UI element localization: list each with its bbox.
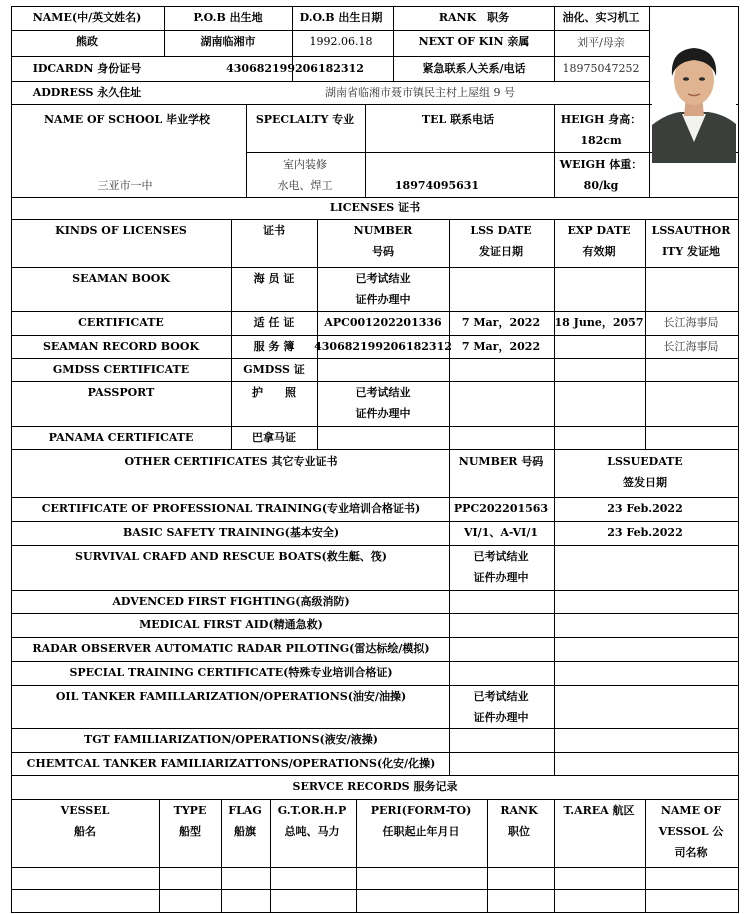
grid-line bbox=[365, 104, 366, 198]
address-value: 湖南省临湘市聂市镇民主村上屋组 9 号 bbox=[325, 86, 515, 99]
licenses-cert-6: 巴拿马证 bbox=[252, 431, 296, 444]
service-header-area: T.AREA 航区 bbox=[563, 804, 635, 817]
licenses-cert-1: 海 员 证 bbox=[253, 272, 295, 285]
licenses-kind-6: PANAMA CERTIFICATE bbox=[48, 431, 194, 444]
emergency-contact-value: 18975047252 bbox=[562, 62, 640, 75]
licenses-kind-3: SEAMAN RECORD BOOK bbox=[42, 340, 200, 353]
licenses-section-title: LICENSES 证书 bbox=[329, 201, 421, 214]
grid-line bbox=[246, 104, 247, 198]
licenses-header-authority-cn: ITY 发证地 bbox=[661, 245, 721, 258]
licenses-header-number-cn: 号码 bbox=[372, 245, 394, 258]
applicant-photo bbox=[652, 30, 736, 163]
height-label: HEIGH 身高： bbox=[560, 113, 642, 126]
grid-line bbox=[554, 219, 555, 450]
next-of-kin-value: 刘平/母亲 bbox=[577, 36, 625, 49]
grid-line bbox=[449, 219, 450, 450]
other-cert-name-6: RADAR OBSERVER AUTOMATIC RADAR PILOTING(雷达标绘/模拟) bbox=[32, 642, 430, 655]
licenses-header-exp-date: EXP DATE bbox=[567, 224, 631, 237]
other-cert-number-8: 已考试结业 bbox=[473, 690, 529, 703]
specialty-value-1: 室内装修 bbox=[283, 158, 327, 171]
tel-value: 18974095631 bbox=[394, 179, 480, 192]
licenses-lss-date-3: 7 Mar，2022 bbox=[461, 340, 541, 353]
service-header-type: TYPE bbox=[173, 804, 207, 817]
grid-line bbox=[393, 6, 394, 57]
service-header-type-cn: 船型 bbox=[179, 825, 201, 838]
grid-line bbox=[11, 6, 12, 913]
grid-line bbox=[11, 613, 739, 614]
tel-label: TEL 联系电话 bbox=[421, 113, 495, 126]
licenses-exp-date-2: 18 June，2057 bbox=[554, 316, 644, 329]
other-cert-header-date: LSSUEDATE bbox=[607, 455, 683, 468]
licenses-number-line2-1: 证件办理中 bbox=[355, 293, 411, 306]
service-header-company: NAME OF bbox=[660, 804, 722, 817]
other-cert-header-number: NUMBER 号码 bbox=[458, 455, 544, 468]
licenses-number-5: 已考试结业 bbox=[355, 386, 411, 399]
other-cert-name-3: SURVIVAL CRAFD AND RESCUE BOATS(救生艇、筏) bbox=[75, 550, 387, 563]
grid-line bbox=[11, 889, 739, 890]
grid-line bbox=[645, 799, 646, 913]
other-cert-number-line2-8: 证件办理中 bbox=[473, 711, 529, 724]
rank-value: 油化、实习机工 bbox=[562, 11, 640, 24]
dob-value: 1992.06.18 bbox=[309, 35, 373, 48]
service-header-company-3: 司名称 bbox=[674, 846, 708, 859]
grid-line bbox=[738, 6, 739, 913]
licenses-number-line2-5: 证件办理中 bbox=[355, 407, 411, 420]
other-cert-number-2: VI/1、A-VI/1 bbox=[463, 526, 539, 539]
grid-line bbox=[554, 799, 555, 913]
grid-line bbox=[449, 449, 450, 776]
grid-line bbox=[393, 56, 394, 82]
licenses-number-3: 430682199206182312 bbox=[314, 340, 452, 353]
grid-line bbox=[356, 799, 357, 913]
service-records-title: SERVCE RECORDS 服务记录 bbox=[292, 780, 458, 793]
licenses-kind-4: GMDSS CERTIFICATE bbox=[52, 363, 190, 376]
service-header-period: PERI(FORM-TO) bbox=[370, 804, 472, 817]
licenses-header-authority: LSSAUTHOR bbox=[651, 224, 731, 237]
grid-line bbox=[649, 6, 650, 198]
licenses-header-number: NUMBER bbox=[353, 224, 413, 237]
grid-line bbox=[554, 449, 555, 776]
grid-line bbox=[11, 449, 739, 450]
emergency-contact-label: 紧急联系人关系/电话 bbox=[422, 62, 526, 75]
licenses-kind-2: CERTIFICATE bbox=[78, 316, 164, 329]
next-of-kin-label: NEXT OF KIN 亲属 bbox=[418, 35, 530, 48]
licenses-cert-3: 服 务 簿 bbox=[253, 340, 295, 353]
grid-line bbox=[554, 6, 555, 82]
name-value: 熊政 bbox=[76, 35, 98, 48]
grid-line bbox=[231, 219, 232, 450]
service-header-period-cn: 任职起止年月日 bbox=[382, 825, 460, 838]
specialty-label: SPECLALTY 专业 bbox=[255, 113, 355, 126]
licenses-cert-5: 护 照 bbox=[252, 386, 296, 399]
school-label: NAME OF SCHOOL 毕业学校 bbox=[43, 113, 211, 126]
grid-line bbox=[11, 867, 739, 868]
service-header-vessel-cn: 船名 bbox=[74, 825, 96, 838]
other-cert-header-date-cn: 签发日期 bbox=[623, 476, 667, 489]
other-cert-name-1: CERTIFICATE OF PROFESSIONAL TRAINING(专业培训合格证书) bbox=[41, 502, 421, 515]
pob-value: 湖南临湘市 bbox=[200, 35, 256, 48]
other-cert-name-7: SPECIAL TRAINING CERTIFICATE(特殊专业培训合格证) bbox=[69, 666, 393, 679]
licenses-authority-2: 长江海事局 bbox=[663, 316, 719, 329]
licenses-header-cert: 证书 bbox=[263, 224, 285, 237]
other-cert-name-5: MEDICAL FIRST AID(精通急救) bbox=[139, 618, 323, 631]
grid-line bbox=[11, 912, 739, 913]
school-value: 三亚市一中 bbox=[97, 179, 153, 192]
service-header-gt-cn: 总吨、马力 bbox=[284, 825, 340, 838]
grid-line bbox=[317, 219, 318, 450]
grid-line bbox=[164, 6, 165, 57]
grid-line bbox=[221, 799, 222, 913]
licenses-header-kinds: KINDS OF LICENSES bbox=[55, 224, 187, 237]
other-cert-name-9: TGT FAMILIARIZATION/OPERATIONS(液安/液操) bbox=[84, 733, 378, 746]
specialty-value-2: 水电、焊工 bbox=[277, 179, 333, 192]
idcard-label: IDCARDN 身份证号 bbox=[32, 62, 142, 75]
service-header-flag-cn: 船旗 bbox=[234, 825, 256, 838]
other-cert-name-4: ADVENCED FIRST FIGHTING(高级消防) bbox=[112, 595, 350, 608]
licenses-kind-5: PASSPORT bbox=[87, 386, 155, 399]
licenses-lss-date-2: 7 Mar，2022 bbox=[461, 316, 541, 329]
other-cert-number-1: PPC202201563 bbox=[453, 502, 549, 515]
dob-label: D.O.B 出生日期 bbox=[299, 11, 383, 24]
idcard-value: 430682199206182312 bbox=[226, 62, 364, 75]
licenses-header-lss-date-cn: 发证日期 bbox=[479, 245, 523, 258]
service-header-rank: RANK bbox=[500, 804, 538, 817]
address-label: ADDRESS 永久住址 bbox=[32, 86, 142, 99]
other-cert-date-1: 23 Feb.2022 bbox=[607, 502, 683, 515]
grid-line bbox=[554, 104, 555, 198]
weight-label: WEIGH 体重： bbox=[559, 158, 643, 171]
other-cert-date-2: 23 Feb.2022 bbox=[607, 526, 683, 539]
other-cert-name-10: CHEMTCAL TANKER FAMILIARIZATTONS/OPERATIONS(化安/化操) bbox=[26, 757, 436, 770]
grid-line bbox=[159, 799, 160, 913]
licenses-header-exp-date-cn: 有效期 bbox=[582, 245, 616, 258]
grid-line bbox=[11, 104, 739, 105]
weight-value: 80/kg bbox=[583, 179, 619, 192]
other-cert-header-name: OTHER CERTIFICATES 其它专业证书 bbox=[124, 455, 338, 468]
height-value: 182cm bbox=[580, 134, 622, 147]
other-cert-name-8: OIL TANKER FAMILLARIZATION/OPERATIONS(油安/油操) bbox=[55, 690, 407, 703]
licenses-kind-1: SEAMAN BOOK bbox=[72, 272, 170, 285]
grid-line bbox=[270, 799, 271, 913]
other-cert-number-line2-3: 证件办理中 bbox=[473, 571, 529, 584]
service-header-rank-cn: 职位 bbox=[508, 825, 530, 838]
licenses-cert-2: 适 任 证 bbox=[253, 316, 295, 329]
name-label: NAME(中/英文姓名) bbox=[32, 11, 142, 24]
grid-line bbox=[645, 219, 646, 450]
pob-label: P.O.B 出生地 bbox=[193, 11, 263, 24]
rank-label: RANK 职务 bbox=[438, 11, 510, 24]
licenses-header-lss-date: LSS DATE bbox=[470, 224, 532, 237]
licenses-number-1: 已考试结业 bbox=[355, 272, 411, 285]
licenses-authority-3: 长江海事局 bbox=[663, 340, 719, 353]
other-cert-name-2: BASIC SAFETY TRAINING(基本安全) bbox=[122, 526, 340, 539]
licenses-number-2: APC001202201336 bbox=[324, 316, 442, 329]
other-cert-number-3: 已考试结业 bbox=[473, 550, 529, 563]
service-header-vessel: VESSEL bbox=[60, 804, 110, 817]
service-header-gt: G.T.OR.H.P bbox=[277, 804, 347, 817]
licenses-cert-4: GMDSS 证 bbox=[243, 363, 305, 376]
grid-line bbox=[487, 799, 488, 913]
service-header-flag: FLAG bbox=[228, 804, 262, 817]
service-header-company-2: VESSOL 公 bbox=[658, 825, 724, 838]
